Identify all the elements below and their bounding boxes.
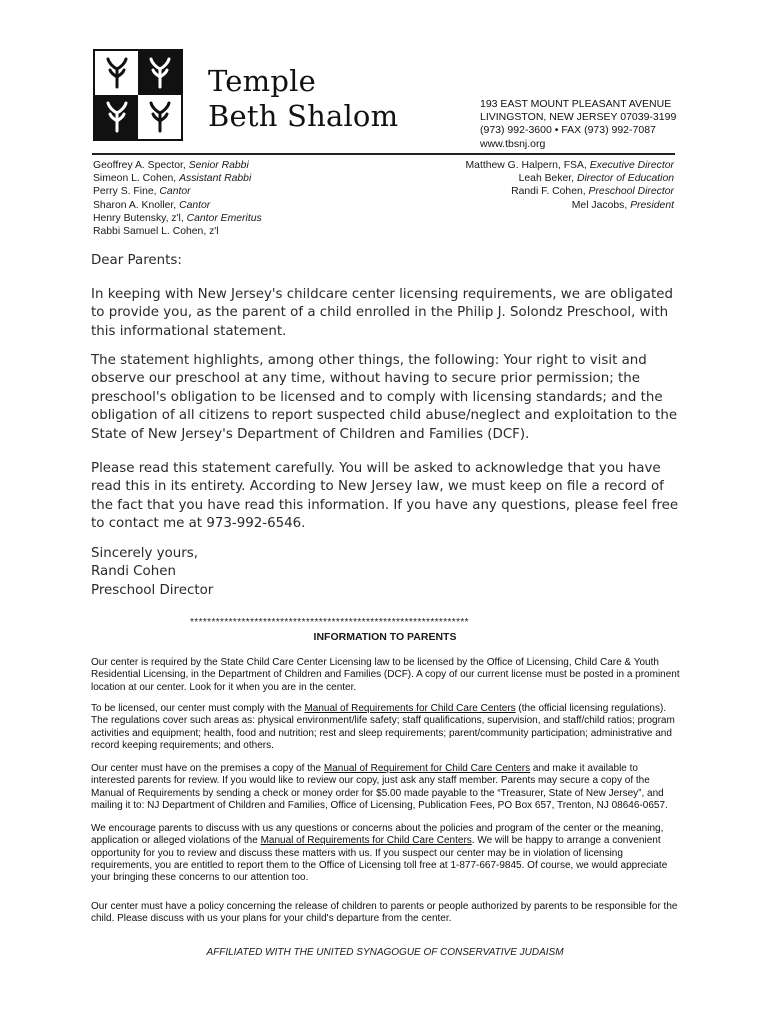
clergy-name: Perry S. Fine,: [93, 186, 160, 198]
staff-name: Randi F. Cohen,: [511, 186, 589, 198]
staff-title: President: [630, 199, 674, 211]
clergy-entry: [93, 225, 262, 238]
info-text: We encourage parents to discuss with us any questions or concerns about the policies and program of the center or the meaning, application or alleged violations of the: [91, 823, 664, 847]
staff-entry: [466, 159, 674, 172]
info-paragraph-1: Our center is required by the State Child Care Center Licensing law to be licensed by the Office of Licensing, Child Care & Youth Residential Licensing, in the Department of Children and Families (DCF). A copy of our current license must be posted in a prominent location at our center. Look for it when you are in the center.: [91, 657, 680, 693]
letter-signature: [91, 545, 681, 600]
flame-glyph-icon: [102, 57, 132, 89]
clergy-name: Henry Butensky, z'l,: [93, 212, 187, 224]
info-text: To be licensed, our center must comply with the: [91, 703, 305, 714]
info-section-title: INFORMATION TO PARENTS: [313, 631, 457, 643]
info-text: . We will be happy to arrange a convenient opportunity for you to review and discuss these matters with us. If you suspect our center may be in violation of licensing requirements, you are entitled to report them to the Office of Licensing toll free at 1-877-667-9845. Of course, we would appreciate your bringing these concerns to our attention too.: [91, 835, 668, 884]
staff-title: Executive Director: [589, 160, 674, 171]
clergy-title: Cantor: [179, 199, 211, 211]
manual-title: Manual of Requirements for Child Care Centers: [304, 703, 516, 714]
clergy-entry: [93, 185, 262, 198]
organization-name: [208, 64, 398, 134]
clergy-entry: [93, 212, 262, 225]
info-paragraph-2: [91, 703, 683, 752]
signature-name: Randi Cohen: [91, 564, 176, 580]
clergy-entry: [93, 159, 262, 172]
signature-closing: Sincerely yours,: [91, 546, 199, 561]
info-paragraph-5: Our center must have a policy concerning the release of children to parents or people authorized by parents to be responsible for the child. Please discuss with us your plans for your child's departure from the center.: [91, 901, 678, 925]
address-street: 193 EAST MOUNT PLEASANT AVENUE: [480, 98, 672, 110]
staff-name: Matthew G. Halpern, FSA,: [465, 160, 590, 171]
manual-title: Manual of Requirements for Child Care Centers: [260, 835, 472, 847]
staff-name: Leah Beker,: [518, 173, 577, 185]
logo-quadrant-bottom-left: [95, 95, 138, 139]
flame-glyph-icon: [145, 101, 175, 133]
info-text: Our center must have on the premises a copy of the: [91, 763, 324, 774]
staff-entry: [466, 199, 674, 212]
letter-paragraph-2: The statement highlights, among other things, the following: Your right to visit and observe our preschool at any time, without having to secure prior permission; the preschool's obligation to be licensed and to comply with licensing standards; and the obligation of all citizens to report suspected child abuse/neglect and exploitation to the State of New Jersey's Department of Children and Families (DCF).: [91, 353, 678, 442]
info-paragraph-3: [91, 763, 683, 812]
info-paragraph-4: [91, 823, 683, 884]
flame-glyph-icon: [145, 57, 175, 89]
staff-title: Preschool Director: [588, 186, 674, 198]
info-text: (the official licensing regulations). The regulations cover such areas as: physical environment/life safety; staff qualifications, supervision, and staff/child ratios; program activities and equipment; health, food and nutrition; rest and sleep requirements; parent/community participation; administrative and record keeping requirements; and others.: [91, 703, 675, 751]
staff-entry: [466, 185, 674, 198]
temple-logo: [93, 49, 183, 141]
affiliation-footer: AFFILIATED WITH THE UNITED SYNAGOGUE OF CONSERVATIVE JUDAISM: [206, 947, 564, 958]
info-text: and make it available to interested parents for review. If you would like to review our copy, just ask any staff member. Parents may secure a copy of the Manual of Requirements by sending a check or money order for $5.00 made payable to the “Treasurer, State of New Jersey”, and mailing it to: NJ Department of Children and Families, Office of Licensing, Publication Fees, PO Box 657, Trenton, NJ 08646-0657.: [91, 763, 668, 811]
address-city: LIVINGSTON, NEW JERSEY 07039-3199: [480, 111, 677, 124]
logo-quadrant-top-left: [95, 51, 138, 95]
clergy-title: Cantor: [159, 186, 191, 198]
address-phone: (973) 992-3600 • FAX (973) 992-7087: [480, 124, 656, 137]
flame-glyph-icon: [102, 101, 132, 133]
clergy-name: Sharon A. Knoller,: [93, 199, 180, 211]
org-name-line-1: Temple: [208, 64, 316, 98]
clergy-title: Senior Rabbi: [188, 160, 249, 171]
staff-title: Director of Education: [576, 173, 674, 185]
clergy-list: [93, 159, 262, 238]
signature-title: Preschool Director: [91, 582, 214, 598]
clergy-name: Rabbi Samuel L. Cohen, z'l: [93, 226, 219, 238]
org-name-line-2: Beth Shalom: [208, 99, 399, 133]
clergy-title: Cantor Emeritus: [186, 212, 262, 224]
header-divider: [92, 153, 675, 155]
letter-greeting: Dear Parents:: [91, 253, 182, 268]
section-separator: *****************************************************************: [190, 617, 469, 628]
staff-name: Mel Jacobs,: [571, 199, 631, 211]
address-website: www.tbsnj.org: [480, 137, 546, 150]
letter-paragraph-1: In keeping with New Jersey's childcare center licensing requirements, we are obligated to provide you, as the parent of a child enrolled in the Philip J. Solondz Preschool, with this informational statement.: [91, 287, 673, 339]
clergy-name: Geoffrey A. Spector,: [93, 160, 189, 171]
clergy-title: Assistant Rabbi: [179, 173, 252, 185]
manual-title: Manual of Requirement for Child Care Centers: [323, 763, 531, 774]
logo-quadrant-top-right: [138, 51, 181, 95]
address-block: [480, 98, 676, 151]
logo-quadrant-bottom-right: [138, 95, 181, 139]
staff-entry: [466, 172, 674, 185]
clergy-name: Simeon L. Cohen,: [93, 173, 180, 185]
clergy-entry: [93, 199, 262, 212]
letter-paragraph-3: Please read this statement carefully. You will be asked to acknowledge that you have read this in its entirety. According to New Jersey law, we must keep on file a record of the fact that you have read this information. If you have any questions, please feel free to contact me at 973-992-6546.: [91, 461, 679, 532]
clergy-entry: [93, 172, 262, 185]
staff-list: [466, 159, 674, 212]
